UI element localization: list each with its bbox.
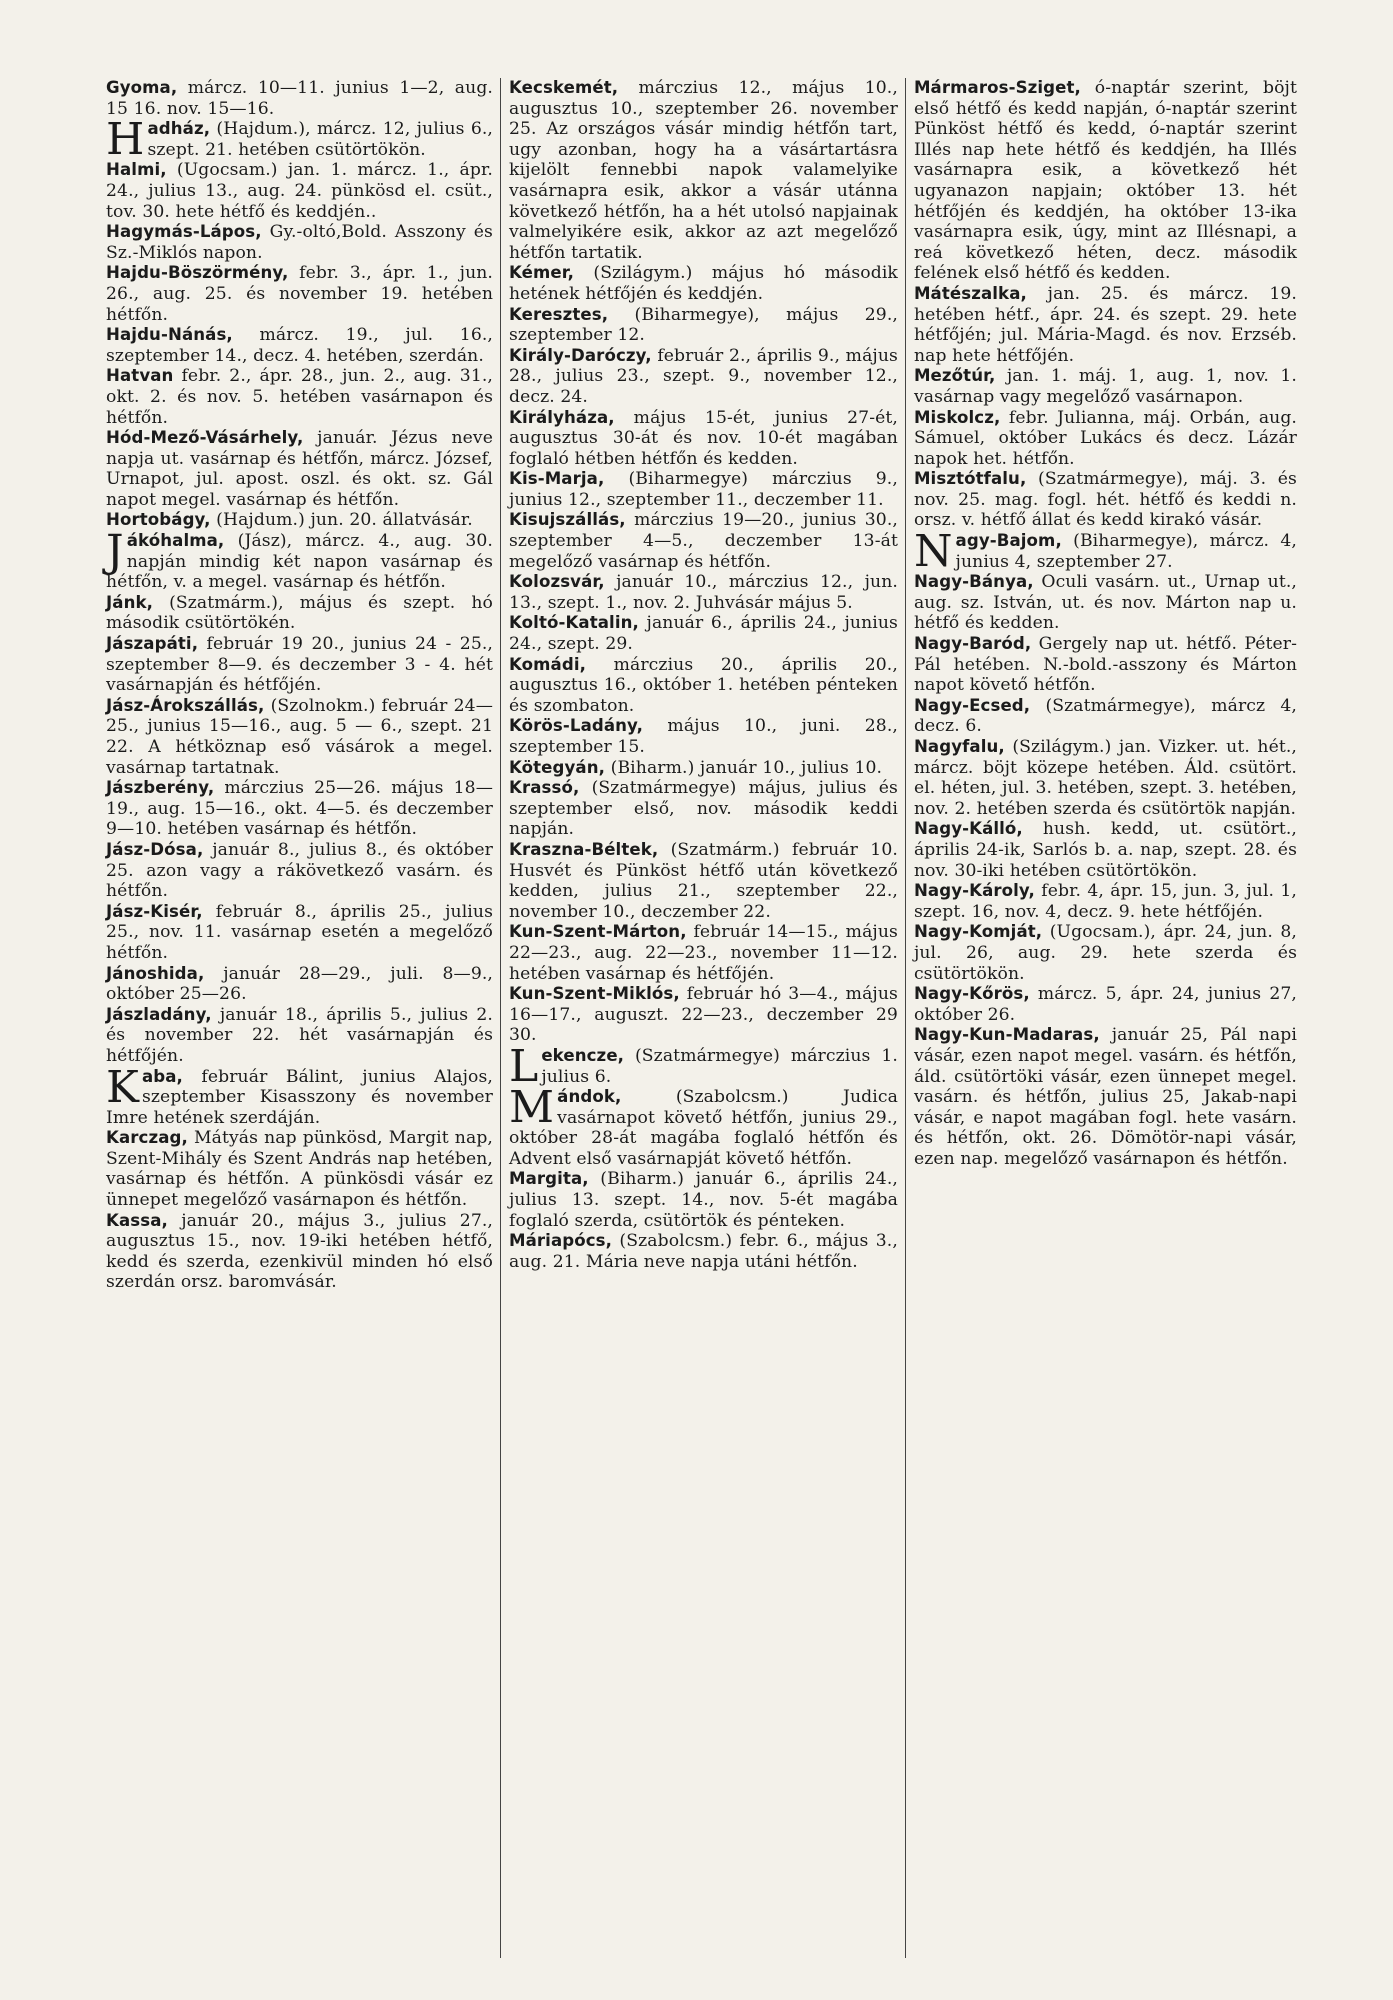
market-dates: márczius 12., május 10., augusztus 10., szeptember 26. november 25. Az országos vásár mindig hétfőn tart, ugy azonban, hogy ha a vásártartásra kijelölt fennebbi napok valamelyike vasárnapra esik, akkor a vásár utánna következő hétfőn, ha a hét utolsó napjainak valmelyikére esik, akkor az azt megelőző hétfőn tartatik. [508,78,898,263]
place-name: ándok, [557,1087,622,1107]
market-dates: (Ugocsam.), ápr. 24, jun. 8, jul. 26, aug. 29. hete szerda és csütörtökön. [913,922,1297,984]
place-name: Mármaros-Sziget, [913,78,1081,97]
market-dates: (Jász), márcz. 4., aug. 30. napján mindig két napon vasárnap és hétfőn, v. a megel. vasárnap és hétfőn. [106,531,493,593]
market-dates: Gy.-oltó,Bold. Asszony és Sz.-Miklós napon. [106,222,493,263]
market-entry [914,819,1297,881]
market-dates: márcz. 10—11. junius 1—2, aug. 15 16. nov. 15—16. [106,78,493,119]
market-dates: (Hajdum.), márcz. 12, julius 6., szept. 21. hetében csütörtökön. [147,119,493,160]
place-name: Nagy-Kálló, [913,819,1023,839]
market-dates: hush. kedd, ut. csütört., április 24-ik, Sarlós b. a. nap, szept. 28. és nov. 30-iki hetében csütörtökön. [913,819,1297,881]
market-entry [106,222,493,263]
market-dates: (Szatmárm.) február 10. Husvét és Pünköst hétfő után következő kedden, julius 21., szeptember 22., november 10., deczember 22. [508,839,898,922]
market-dates: január 25, Pál napi vásár, ezen napot megel. vasárn. és hétfőn, áld. csütörtöki vásár, ezen ünnepet megel. vasárn. és hétfőn, julius 25, Jakab-napi vásár, e napot magában fogl. hete vasárn. és hétfőn, okt. 26. Dömötör-napi vásár, ezen nap. megelőző vasárnapon és hétfőn. [913,1025,1297,1169]
drop-initial: J [106,526,124,578]
place-name: Margita, [508,1169,589,1189]
market-entry [509,305,898,346]
place-name: Mezőtúr, [913,366,996,386]
drop-initial: K [106,1061,139,1113]
market-entry [106,902,493,964]
place-name: Gyoma, [106,78,178,97]
market-entry [914,284,1297,366]
market-dates: (Szilágym.) május hó második hetének hétfőjén és keddjén. [508,263,898,304]
market-entry [914,572,1297,634]
market-entry [914,881,1297,922]
market-dates: márczius 19—20., junius 30., szeptember 4—5., deczember 13-át megelőző vasárnap és hétfőn. [508,510,898,572]
market-dates: márcz. 19., jul. 16., szeptember 14., decz. 4. hetében, szerdán. [106,325,493,366]
market-dates: január 28—29., juli. 8—9., október 25—26. [106,963,493,1005]
market-entry [106,634,493,696]
market-entry [914,366,1297,407]
market-dates: (Szilágym.) jan. Vizker. ut. hét., márcz. böjt közepe hetében. Áld. csütört. el. héten, jul. 3. hetében, szept. 3. hetében, nov. 2. hetében szerda és csütörtök napján. [913,737,1297,819]
market-entry [509,510,898,572]
market-entry [509,613,898,654]
place-name: ákóhalma, [126,531,225,551]
market-dates: (Biharmegye), márcz. 4, junius 4, szeptember 27. [955,531,1297,572]
market-entry [509,469,898,510]
market-dates: február Bálint, junius Alajos, szeptember Kisasszony és november Imre hetének szerdáján. [106,1066,493,1128]
market-dates: január 10., márczius 12., jun. 13., szept. 1., nov. 2. Juhvásár május 5. [508,572,898,613]
place-name: Jász-Kisér, [106,901,203,921]
market-entry [509,758,898,779]
market-entry [509,346,898,408]
place-name: Nagy-Károly, [913,881,1035,901]
market-entry [509,1169,898,1231]
market-dates: (Szabolcsm.) febr. 6., május 3., aug. 21. Mária neve napja utáni hétfőn. [508,1231,898,1272]
place-name: Karczag, [106,1128,188,1148]
place-name: Jászladány, [106,1004,212,1024]
market-dates: febr. Julianna, máj. Orbán, aug. Sámuel, október Lukács és decz. Lázár napok het. hétfőn. [913,407,1297,469]
market-entry [106,366,493,428]
place-name: Jász-Dósa, [106,839,204,859]
market-dates: Mátyás nap pünkösd, Margit nap, Szent-Mihály és Szent András nap hetében, vasárnap és hétfőn. A pünkösdi vásár ez ünnepet megelőző vasárnapon és hétfőn. [106,1128,493,1211]
market-dates: január 8., julius 8., és október 25. azon vagy a rákövetkező vasárn. és hétfőn. [106,839,493,902]
market-dates: (Szatmármegye) május, julius és szeptember első, nov. második keddi napján. [508,778,898,840]
market-dates: február hó 3—4., május 16—17., auguszt. 22—23., deczember 29 30. [508,984,898,1046]
market-dates: márczius 25—26. május 18—19., aug. 15—16., okt. 4—5. és deczember 9—10. hetében vasárnap és hétfőn. [106,778,493,840]
market-dates: ó-naptár szerint, böjt első hétfő és kedd napján, ó-naptár szerint Pünköst hétfő és kedd, ó-naptár szerint Illés nap hete hétfő és keddjén, ha Illés vasárnapra esik, a következő hét ugyanazon napjain; október 13. hét hétfőjén és keddjén, ha október 13-ika vasárnapra esik, úgy, mint az Illésnapi, a reá következő héten, decz. második felének első hétfő és kedden. [913,78,1297,284]
market-entry [106,428,493,510]
market-dates: márczius 20., április 20., augusztus 16., október 1. hetében pénteken és szombaton. [508,654,898,716]
market-entry [106,325,493,366]
market-dates: (Szabolcsm.) Judica vasárnapot követő hétfőn, junius 29., október 28-át magába foglaló hétfőn és Advent első vasárnapját követő hétfőn. [508,1087,898,1169]
market-entry [106,263,493,325]
place-name: adház, [147,119,211,139]
market-entry [914,78,1297,284]
drop-initial: N [913,526,953,578]
market-entry [914,737,1297,819]
market-dates: (Biharmegye) márczius 9., junius 12., szeptember 11., deczember 11. [508,469,898,510]
place-name: Misztótfalu, [913,469,1027,489]
market-entry [106,778,493,840]
market-dates: (Szatmárm.), május és szept. hó második csütörtökén. [106,592,493,634]
place-name: Hatvan [106,366,174,386]
drop-initial: M [508,1082,555,1134]
market-dates: márcz. 5, ápr. 24, junius 27, október 26. [913,984,1297,1025]
market-dates: február 19 20., junius 24 - 25., szeptember 8—9. és deczember 3 - 4. hét vasárnapján és hétfőjén. [106,634,493,696]
place-name: agy-Bajom, [955,531,1062,551]
market-entry [106,1061,493,1129]
market-entry [508,1082,898,1169]
market-entry [509,922,898,984]
market-dates: január 18., április 5., julius 2. és november 22. hét vasárnapján és hétfőjén. [106,1004,493,1066]
market-entry [106,696,493,778]
page [102,78,1300,1958]
market-entry [914,984,1297,1025]
place-name: Kassa, [106,1210,168,1230]
market-dates: (Biharm.) január 6., április 24., julius 13. szept. 14., nov. 5-ét magába foglaló szerda, csütörtök és pénteken. [508,1169,898,1231]
market-entry [106,964,493,1005]
place-name: aba, [141,1066,183,1086]
place-name: Nagy-Ecsed, [913,695,1031,715]
column-1 [102,78,496,1958]
market-entry [106,593,493,634]
place-name: Jász-Árokszállás, [106,695,265,715]
place-name: Körös-Ladány, [508,716,644,736]
market-entry [106,114,493,166]
market-entry [914,1025,1297,1169]
market-dates: febr. 2., ápr. 28., jun. 2., aug. 31., okt. 2. és nov. 5. hetében vasárnapon és hétfőn. [106,366,493,428]
market-dates: (Szatmármegye) márczius 1. julius 6. [541,1045,898,1087]
market-entry [106,160,493,222]
market-entry [914,696,1297,737]
place-name: Koltó-Katalin, [508,613,639,633]
place-name: Hód-Mező-Vásárhely, [106,428,304,448]
place-name: Királyháza, [508,407,615,427]
market-dates: január. Jézus neve napja ut. vasárnap és hétfőn, márcz. József, Urnapot, jul. apost. oszl. és okt. sz. Gál napot megel. vasárnap és hétfőn. [106,428,493,510]
market-entry [106,840,493,902]
market-dates: (Szatmármegye), máj. 3. és nov. 25. mag. fogl. hét. hétfő és keddi n. orsz. v. hétfő állat és kedd kirakó vásár. [913,469,1297,531]
place-name: Mátészalka, [913,283,1027,303]
market-dates: május 10., juni. 28., szeptember 15. [508,716,898,757]
market-dates: február 8., április 25., julius 25., nov. 11. vasárnap esetén a megelőző hétfőn. [106,901,493,963]
place-name: Kun-Szent-Márton, [508,922,687,942]
market-dates: febr. 3., ápr. 1., jun. 26., aug. 25. és november 19. hetében hétfőn. [106,263,493,325]
place-name: Kraszna-Béltek, [508,839,659,859]
market-entry [106,1128,493,1210]
market-dates: (Ugocsam.) jan. 1. márcz. 1., ápr. 24., julius 13., aug. 24. pünkösd el. csüt., tov. 30. hete hétfő és keddjén.. [106,160,493,222]
column-divider [500,78,501,1958]
place-name: Jánk, [106,592,154,612]
market-entry [509,263,898,304]
market-entry [106,1005,493,1067]
place-name: Nagyfalu, [913,737,1005,756]
drop-initial: L [508,1040,539,1092]
place-name: Kis-Marja, [508,469,605,489]
place-name: Kötegyán, [508,757,606,777]
market-dates: (Biharm.) január 10., julius 10. [610,757,883,778]
place-name: Kémer, [508,263,574,283]
market-entry [914,408,1297,470]
market-dates: Oculi vasárn. ut., Urnap ut., aug. sz. István, ut. és nov. Márton nap u. hétfő és kedden. [913,572,1297,634]
market-dates: (Hajdum.) jun. 20. állatvásár. [216,510,473,531]
place-name: Nagy-Bánya, [913,572,1034,592]
place-name: Kisujszállás, [508,510,626,530]
market-entry [509,78,898,263]
place-name: Kun-Szent-Miklós, [508,984,680,1004]
market-entry [106,526,493,593]
market-dates: február 2., április 9., május 28., julius 23., szept. 9., november 12., decz. 24. [508,345,898,407]
market-dates: január 20., május 3., julius 27., augusztus 15., nov. 19-iki hetében hétfő, kedd és szerda, ezenkivül minden hó első szerdán orsz. baromvásár. [106,1210,493,1293]
market-entry [509,572,898,613]
market-entry [106,510,493,531]
market-entry [509,655,898,717]
place-name: Miskolcz, [913,407,1001,427]
market-dates: febr. 4, ápr. 15, jun. 3, jul. 1, szept. 16, nov. 4, decz. 9. hete hétfőjén. [913,881,1297,922]
market-dates: május 15-ét, junius 27-ét, augusztus 30-át és nov. 10-ét magában foglaló hétben hétfőn és kedden. [508,407,898,469]
place-name: Király-Daróczy, [508,345,652,365]
market-entry [509,840,898,922]
place-name: Nagy-Kőrös, [913,984,1030,1004]
place-name: Nagy-Kun-Madaras, [913,1025,1100,1045]
place-name: Kolozsvár, [508,572,605,592]
market-entry [509,408,898,470]
place-name: Jászapáti, [106,634,199,654]
market-dates: jan. 25. és márcz. 19. hetében hétf., ápr. 24. és szept. 29. hete hétfőjén; jul. Mária-Magd. és nov. Erzséb. nap hete hétfőjén. [913,283,1297,366]
market-entry [508,1040,898,1092]
place-name: ekencze, [541,1045,625,1065]
market-entry [914,469,1297,531]
market-entry [509,778,898,840]
place-name: Máriapócs, [508,1231,613,1251]
place-name: Kecskemét, [508,78,619,97]
column-3 [910,78,1300,1958]
market-dates: jan. 1. máj. 1, aug. 1, nov. 1. vasárnap vagy megelőző vasárnapon. [913,366,1297,407]
place-name: Halmi, [106,160,167,180]
market-entry [106,78,493,119]
market-entry [914,634,1297,696]
market-dates: (Szolnokm.) február 24—25., junius 15—16., aug. 5 — 6., szept. 21 22. A hétköznap eső vásárok a megel. vasárnap tartatnak. [106,695,493,778]
drop-initial: H [106,114,145,166]
place-name: Komádi, [508,654,587,674]
market-dates: (Szatmármegye), márcz 4, decz. 6. [913,695,1297,737]
place-name: Nagy-Komját, [913,922,1043,942]
market-dates: (Biharmegye), május 29., szeptember 12. [508,304,898,346]
place-name: Krassó, [508,778,580,798]
market-entry [106,1211,493,1293]
market-entry [914,922,1297,984]
market-entry [509,716,898,757]
place-name: Jánoshida, [106,963,205,983]
market-dates: Gergely nap ut. hétfő. Péter-Pál hetében. N.-bold.-asszony és Márton napot követő hétfőn. [913,634,1297,696]
place-name: Hortobágy, [106,510,211,530]
place-name: Jászberény, [106,778,215,798]
column-divider [905,78,906,1958]
place-name: Hajdu-Nánás, [106,325,233,345]
column-2 [505,78,901,1958]
market-dates: február 14—15., május 22—23., aug. 22—23., november 11—12. hetében vasárnap és hétfőjén. [508,922,898,984]
place-name: Hagymás-Lápos, [106,222,262,242]
market-entry [913,526,1297,578]
place-name: Nagy-Baród, [913,634,1032,654]
place-name: Keresztes, [508,304,609,324]
market-entry [509,984,898,1046]
market-entry [509,1231,898,1272]
market-dates: január 6., április 24., junius 24., szept. 29. [508,613,898,655]
place-name: Hajdu-Böszörmény, [106,263,289,283]
